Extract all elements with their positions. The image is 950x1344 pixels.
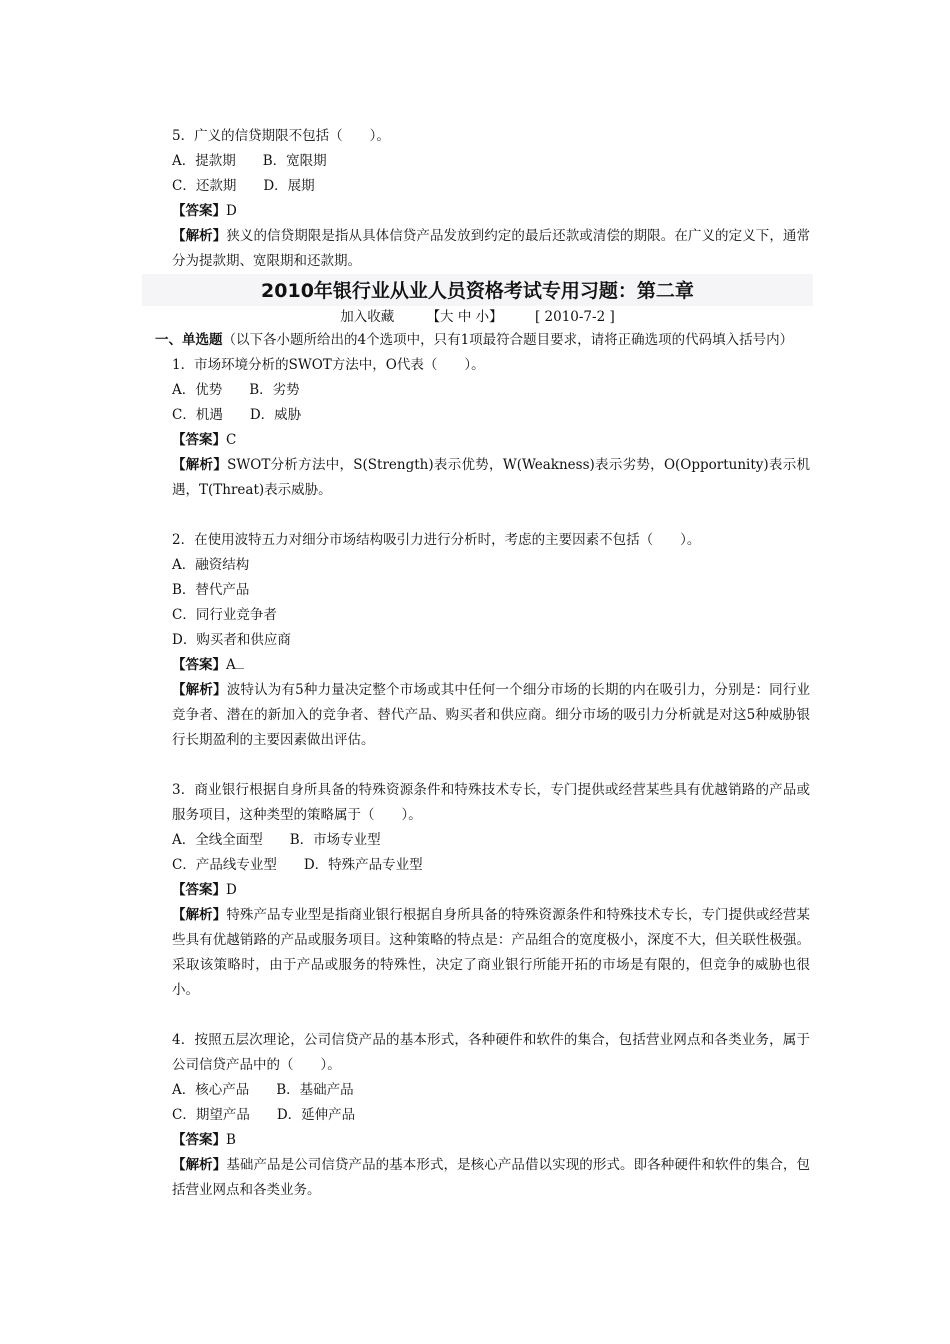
section-heading (145, 328, 810, 353)
question-2-option-b: B．替代产品 (172, 582, 250, 598)
question-3-options-ab: A．全线全面型 B．市场专业型 (172, 832, 381, 848)
question-4-analysis (145, 1153, 810, 1203)
analysis-text: 特殊产品专业型是指商业银行根据自身所具备的特殊资源条件和特殊技术专长，专门提供或经营某些具有优越销路的产品或服务项目。这种策略的特点是：产品组合的宽度极小，深度不大，但关联性极强。采取该策略时，由于产品或服务的特殊性，决定了商业银行所能开拓的市场是有限的，但竞争的威胁也很小。 (172, 907, 811, 998)
question-5: 5．广义的信贷期限不包括（ ）。 (172, 128, 390, 144)
section-title: 一、单选题 (155, 332, 223, 348)
analysis-label: 【解析】 (172, 457, 228, 473)
question-3: 3．商业银行根据自身所具备的特殊资源条件和特殊技术专长，专门提供或经营某些具有优越销路的产品或服务项目，这种类型的策略属于（ ）。 (172, 782, 810, 823)
analysis-label: 【解析】 (172, 228, 227, 244)
answer-value: A (226, 657, 236, 673)
answer-value: B (226, 1132, 236, 1148)
question-1: 1．市场环境分析的SWOT方法中，O代表（ ）。 (172, 357, 485, 373)
answer-label: 【答案】 (172, 882, 226, 898)
answer-label: 【答案】 (172, 203, 226, 219)
question-2-analysis (145, 678, 810, 753)
question-5-answer (145, 199, 810, 224)
question-4-answer (145, 1128, 810, 1153)
answer-label: 【答案】 (172, 657, 226, 673)
question-2-option-c: C．同行业竞争者 (172, 607, 277, 623)
answer-label: 【答案】 (172, 1132, 226, 1148)
add-favorite-link[interactable]: 加入收藏 (340, 309, 395, 325)
question-4-options-cd: C．期望产品 D．延伸产品 (172, 1107, 356, 1123)
analysis-text: 波特认为有5种力量决定整个市场或其中任何一个细分市场的长期的内在吸引力，分别是：同行业竞争者、潜在的新加入的竞争者、替代产品、购买者和供应商。细分市场的吸引力分析就是对这5种威胁银行长期盈利的主要因素做出评估。 (172, 682, 810, 748)
question-1-options-cd: C．机遇 D．威胁 (172, 407, 302, 423)
analysis-label: 【解析】 (172, 907, 227, 923)
analysis-text: SWOT分析方法中，S(Strength)表示优势，W(Weakness)表示劣势，O(Opportunity)表示机遇，T(Threat)表示威胁。 (172, 457, 810, 498)
analysis-text: 狭义的信贷期限是指从具体信贷产品发放到约定的最后还款或清偿的期限。在广义的定义下，通常分为提款期、宽限期和还款期。 (172, 228, 811, 269)
question-2: 2．在使用波特五力对细分市场结构吸引力进行分析时，考虑的主要因素不包括（ ）。 (172, 532, 701, 548)
question-2-answer (145, 653, 810, 678)
answer-value: D (226, 203, 237, 219)
question-5-analysis (145, 224, 810, 274)
article-toolbar (145, 306, 810, 328)
article-date: [ 2010-7-2 ] (534, 309, 615, 325)
question-4-options-ab: A．核心产品 B．基础产品 (172, 1082, 354, 1098)
question-1-answer (145, 428, 810, 453)
question-3-analysis (145, 903, 810, 1003)
answer-value: C (226, 432, 237, 448)
text-cursor-mark (236, 658, 244, 669)
section-desc: （以下各小题所给出的4个选项中，只有1项最符合题目要求，请将正确选项的代码填入括号内） (222, 332, 794, 348)
analysis-label: 【解析】 (172, 1157, 227, 1173)
document-content (145, 124, 810, 1203)
question-1-options-ab: A．优势 B．劣势 (172, 382, 300, 398)
analysis-text: 基础产品是公司信贷产品的基本形式，是核心产品借以实现的形式。即各种硬件和软件的集合，包括营业网点和各类业务。 (172, 1157, 811, 1198)
analysis-label: 【解析】 (172, 682, 227, 698)
question-5-options-cd: C．还款期 D．展期 (172, 178, 315, 194)
answer-value: D (226, 882, 237, 898)
question-3-answer (145, 878, 810, 903)
question-4: 4．按照五层次理论，公司信贷产品的基本形式，各种硬件和软件的集合，包括营业网点和各类业务，属于公司信贷产品中的（ ）。 (172, 1032, 810, 1073)
font-size-selector[interactable]: 【大 中 小】 (426, 309, 503, 325)
question-2-option-d: D．购买者和供应商 (172, 632, 291, 648)
question-2-option-a: A．融资结构 (172, 557, 250, 573)
question-3-options-cd: C．产品线专业型 D．特殊产品专业型 (172, 857, 423, 873)
answer-label: 【答案】 (172, 432, 226, 448)
article-title: 2010年银行业从业人员资格考试专用习题：第二章 (142, 274, 813, 306)
question-1-analysis (145, 453, 810, 503)
question-5-options-ab: A．提款期 B．宽限期 (172, 153, 327, 169)
